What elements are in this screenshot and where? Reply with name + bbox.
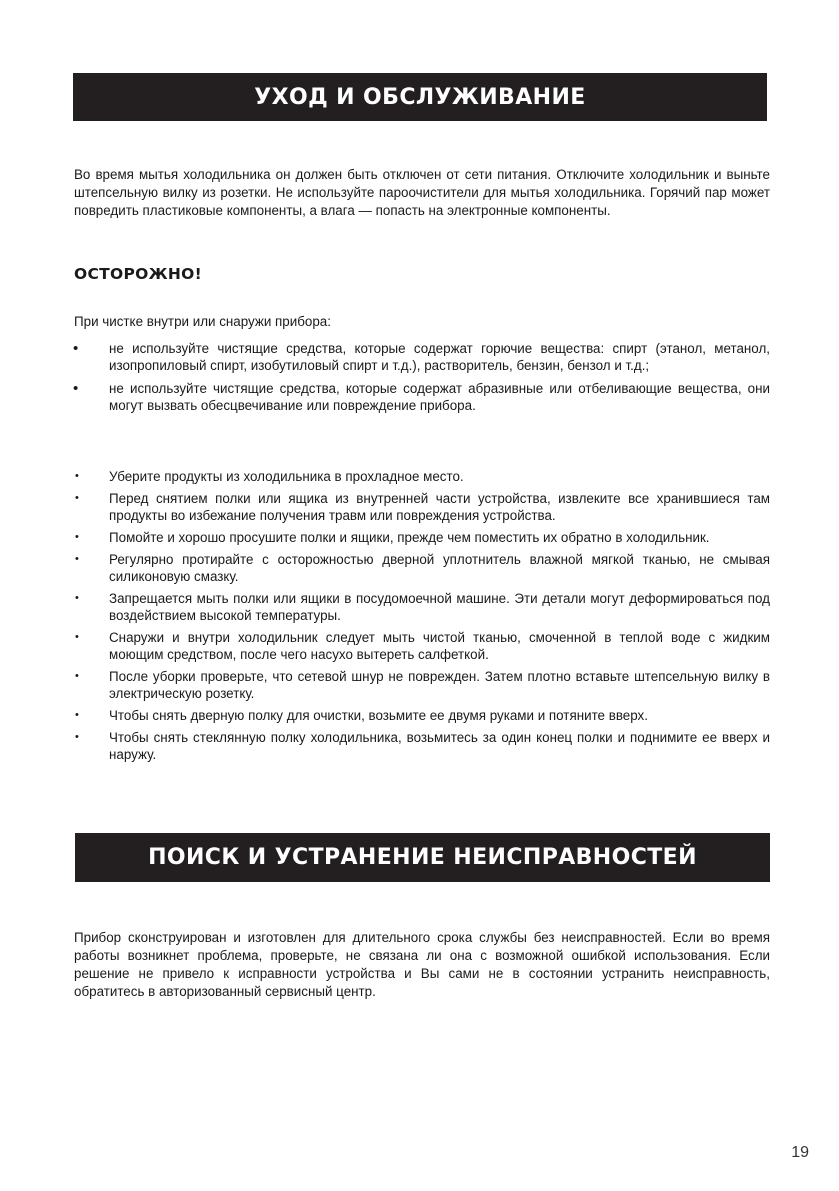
care-list-item [74,590,770,624]
warning-item-text: не используйте чистящие средства, которые содержат горючие вещества: спирт (этанол, метанол, изопропиловый спирт, изобутиловый спирт и т.д.), растворитель, бензин, бензол и т.д.; [109,341,770,373]
section-title-troubleshooting-text: ПОИСК И УСТРАНЕНИЕ НЕИСПРАВНОСТЕЙ [148,845,697,870]
bullet-icon: • [75,631,79,643]
care-item-text: Помойте и хорошо просушите полки и ящики, прежде чем поместить их обратно в холодильник. [109,530,710,545]
care-item-text: Перед снятием полки или ящика из внутренней части устройства, извлеките все хранившиеся там продукты во избежание получения травм или повреждения устройства. [109,491,770,523]
bullet-icon: • [75,470,79,482]
warning-list [74,340,770,420]
care-item-text: Чтобы снять дверную полку для очистки, возьмите ее двумя руками и потяните вверх. [109,708,648,723]
bullet-icon: • [75,553,79,565]
care-item-text: Уберите продукты из холодильника в прохладное место. [109,469,464,484]
care-list-item [74,551,770,585]
care-item-text: Регулярно протирайте с осторожностью дверной уплотнитель влажной мягкой тканью, не смывая силиконовую смазку. [109,552,770,584]
section-title-care [73,73,767,121]
care-item-text: После уборки проверьте, что сетевой шнур не поврежден. Затем плотно вставьте штепсельную вилку в электрическую розетку. [109,669,770,701]
troubleshooting-paragraph: Прибор сконструирован и изготовлен для длительного срока службы без неисправностей. Если во время работы возникнет проблема, проверьте, не связана ли она с возможной ошибкой использования. Если решение не привело к исправности устройства и Вы сами не в состоянии устранить неисправность, обратитесь в авторизованный сервисный центр. [74,930,770,999]
care-list-item [74,490,770,524]
care-item-text: Запрещается мыть полки или ящики в посудомоечной машине. Эти детали могут деформироваться под воздействием высокой температуры. [109,591,770,623]
bullet-icon: • [75,670,79,682]
care-intro-paragraph: Во время мытья холодильника он должен быть отключен от сети питания. Отключите холодильник и выньте штепсельную вилку из розетки. Не используйте пароочистители для мытья холодильника. Горячий пар может повредить пластиковые компоненты, а влага — попасть на электронные компоненты. [74,167,770,218]
bullet-icon: • [75,592,79,604]
bullet-icon: • [75,492,79,504]
warning-intro-paragraph: При чистке внутри или снаружи прибора: [74,314,331,329]
section-title-troubleshooting [75,833,770,882]
bullet-icon: • [73,340,79,357]
warning-item-text: не используйте чистящие средства, которые содержат абразивные или отбеливающие вещества, они могут вызвать обесцвечивание или повреждение прибора. [109,381,770,413]
care-list-item [74,629,770,663]
page-number: 19 [791,1144,809,1161]
section-title-care-text: УХОД И ОБСЛУЖИВАНИЕ [254,84,586,110]
care-list-item [74,729,770,763]
bullet-icon: • [75,731,79,743]
care-list-item [74,529,770,546]
care-item-text: Чтобы снять стеклянную полку холодильника, возьмитесь за один конец полки и поднимите ее вверх и наружу. [109,730,770,762]
bullet-icon: • [73,380,79,397]
care-list-item [74,668,770,702]
bullet-icon: • [75,531,79,543]
care-list-item [74,707,770,724]
warning-list-item [74,340,770,374]
bullet-icon: • [75,709,79,721]
care-list-item [74,468,770,485]
warning-list-item [74,380,770,414]
care-item-text: Снаружи и внутри холодильник следует мыть чистой тканью, смоченной в теплой воде с жидким моющим средством, после чего насухо вытереть салфеткой. [109,630,770,662]
warning-heading: ОСТОРОЖНО! [74,265,203,283]
care-list [74,468,770,768]
